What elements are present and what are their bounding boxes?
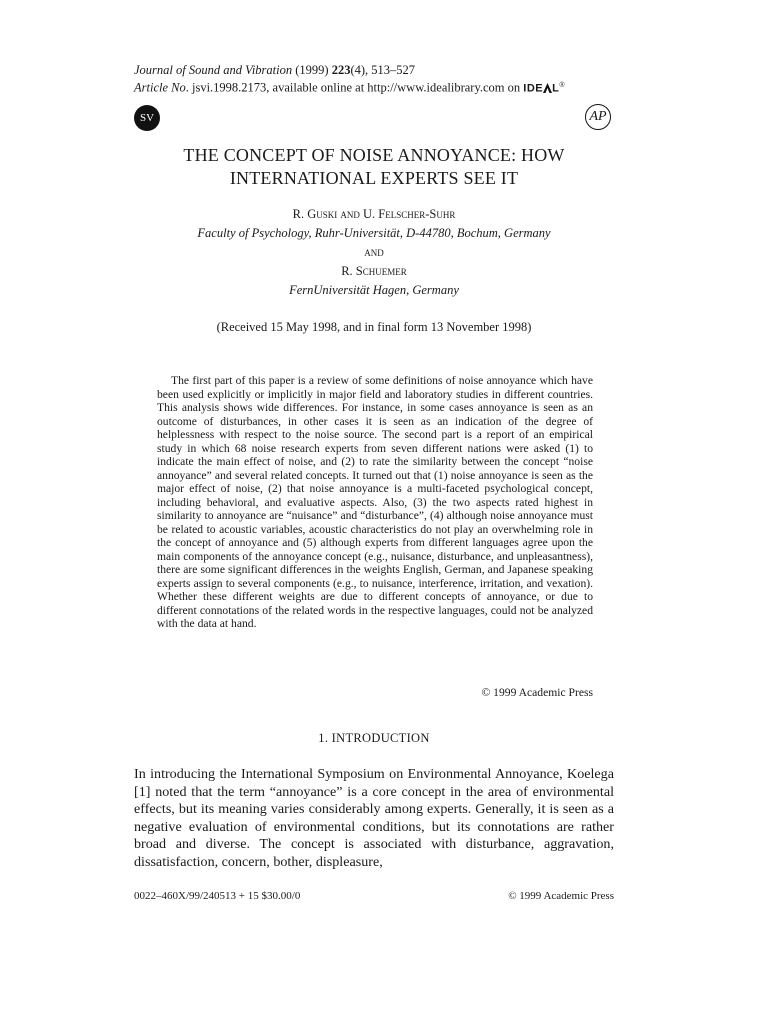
- paper-title: [134, 144, 614, 190]
- abstract-copyright: © 1999 Academic Press: [481, 686, 593, 699]
- author-group-2: R. Schuemer: [341, 264, 407, 278]
- author-group-1: R. Guski and U. Felscher-Suhr: [292, 207, 456, 221]
- affiliation-2: FernUniversität Hagen, Germany: [289, 283, 459, 297]
- title-line-1: THE CONCEPT OF NOISE ANNOYANCE: HOW: [183, 145, 565, 165]
- section-heading: 1. INTRODUCTION: [318, 731, 430, 745]
- journal-year: (1999): [295, 63, 329, 77]
- author-block: [134, 205, 614, 300]
- academic-press-logo: AP: [585, 104, 611, 130]
- journal-citation: [134, 62, 604, 78]
- journal-issue-pages: (4), 513–527: [350, 63, 416, 77]
- affiliation-1: Faculty of Psychology, Ruhr-Universität, D-44780, Bochum, Germany: [197, 226, 551, 240]
- ideal-logo: IDE L®: [523, 82, 566, 95]
- article-label: Article No: [134, 80, 186, 95]
- journal-header: [134, 62, 604, 97]
- author-separator: and: [364, 245, 384, 259]
- received-dates: (Received 15 May 1998, and in final form 13 November 1998): [216, 320, 532, 334]
- journal-volume: 223: [331, 63, 351, 77]
- footer-code: 0022–460X/99/240513 + 15 $30.00/0: [134, 890, 301, 902]
- ideal-a-icon: [543, 83, 552, 93]
- article-info: . jsvi.1998.2173, available online at http://www.idealibrary.com on: [185, 80, 521, 95]
- intro-paragraph: In introducing the International Symposium on Environmental Annoyance, Koelega [1] noted that the term “annoyance” is a core concept in the area of environmental effects, but its meaning varies considerably among experts. Generally, it is seen as a negative evaluation of environmental conditions, but its connotations are rather broad and diverse. The concept is associated with disturbance, aggravation, dissatisfaction, concern, bother, displeasure,: [134, 766, 614, 870]
- journal-name: Journal of Sound and Vibration: [134, 63, 293, 77]
- article-info-line: [134, 78, 604, 97]
- title-line-2: INTERNATIONAL EXPERTS SEE IT: [229, 168, 519, 188]
- footer-copyright: © 1999 Academic Press: [508, 890, 614, 902]
- abstract: The first part of this paper is a review of some definitions of noise annoyance which have been used explicitly or implicitly in major field and laboratory studies in different countries. This analysis shows wide differences. For instance, in some cases annoyance is seen as an outcome of disturbances, in other cases it is seen as an indication of the degree of helplessness with respect to the noise source. The second part is a report of an empirical study in which 68 noise research experts from seven different nations were asked (1) to indicate the main effect of noise, and (2) to rate the similarity between the concept “noise annoyance” and several related concepts. It turned out that (1) noise annoyance is seen as the major effect of noise, (2) that noise annoyance is a multi-faceted psychological concept, including behavioral, and evaluative aspects. Also, (3) the two aspects rated highest in similarity to annoyance are “nuisance” and “disturbance”, (4) although noise annoyance must be related to acoustic variables, acoustic characteristics do not play an overwhelming role in the concept of annoyance and (5) although experts from different languages agree upon the main components of the annoyance concept (e.g., nuisance, disturbance, and unpleasantness), there are some significant differences in the weights English, German, and Japanese speaking experts assign to several components (e.g., to nuisance, interference, irritation, and vexation). Whether these different weights are due to different concepts of annoyance, or due to different connotations of the related words in the respective languages, could not be analyzed with the data at hand.: [157, 374, 593, 630]
- sv-publisher-logo: SV: [134, 105, 160, 131]
